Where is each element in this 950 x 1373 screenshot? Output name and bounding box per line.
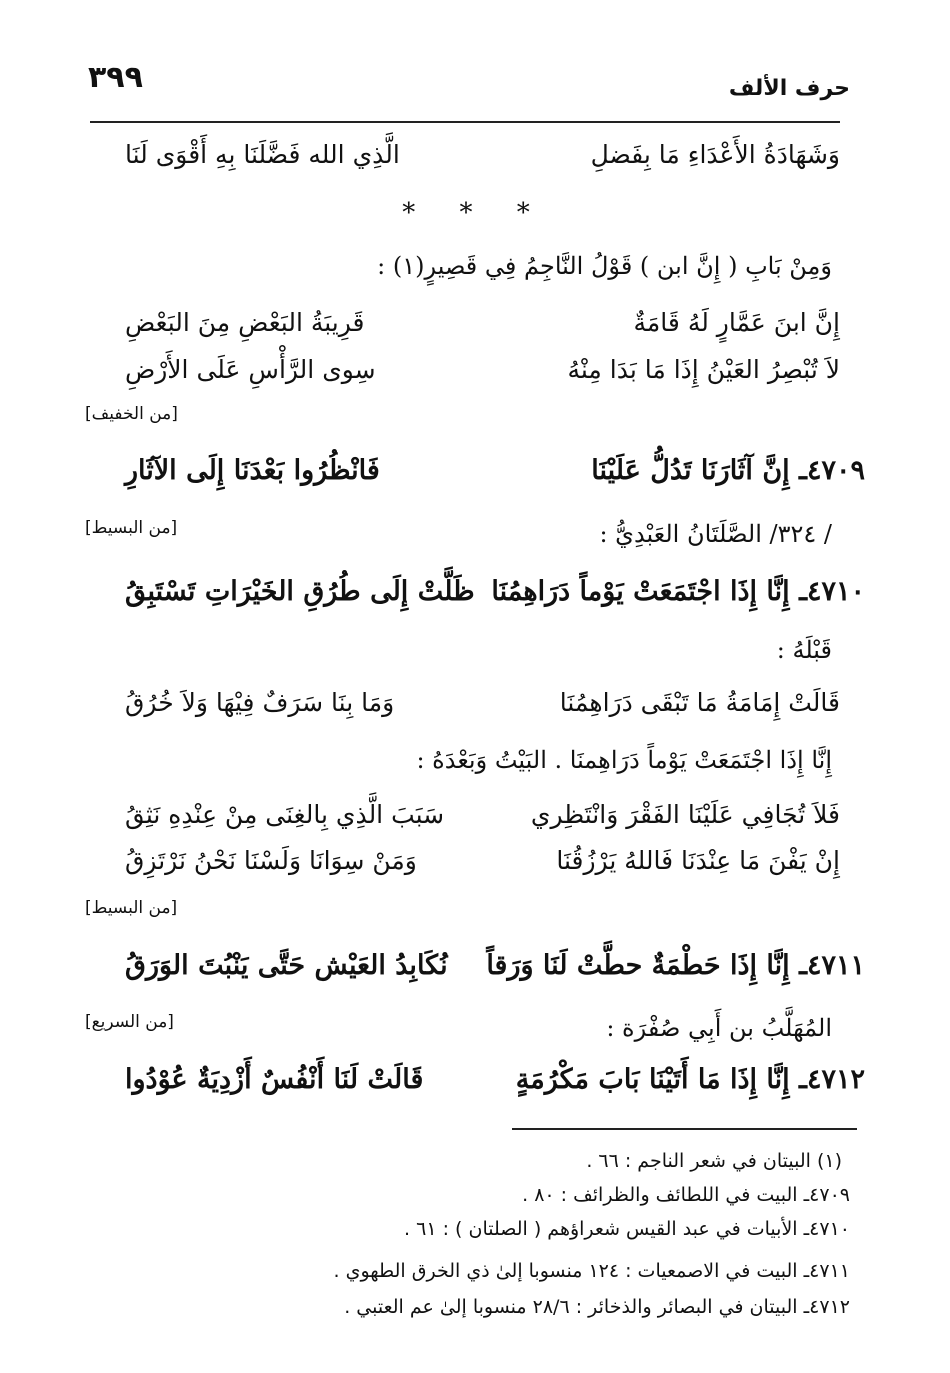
meter-label: [من السريع] bbox=[85, 1012, 174, 1032]
footnote: (١) البيتان في شعر الناجم : ٦٦ . bbox=[586, 1150, 842, 1172]
numbered-verse-left: ظَلَّتْ إِلَى طُرُقِ الخَيْرَاتِ تَسْتَبِقُ bbox=[125, 576, 475, 607]
footnote: ٤٧١٠ـ الأبيات في عبد القيس شعراؤهم ( الصلتان ) : ٦١ . bbox=[404, 1218, 850, 1240]
verse-hemistich-right: إِنَّ ابنَ عَمَّارٍ لَهُ قَامَةٌ bbox=[633, 308, 840, 337]
verse-hemistich-right: وَشَهَادَةُ الأَعْدَاءِ مَا بِفَضلِ bbox=[590, 140, 840, 169]
meter-label: [من البسيط] bbox=[85, 898, 178, 918]
page-number: ٣٩٩ bbox=[88, 60, 143, 95]
verse-hemistich-left: وَمَنْ سِوَانَا وَلَسْنَا نَحْنُ نَرْتَزِقُ bbox=[125, 846, 417, 875]
verse-hemistich-left: قَرِيبَةُ البَعْضِ مِنَ البَعْضِ bbox=[125, 308, 365, 337]
footnote-rule bbox=[512, 1128, 857, 1130]
numbered-verse-right: ٤٧١٠ـ إِنَّا إِذَا اجْتَمَعَتْ يَوْماً دَرَاهِمُنَا bbox=[491, 576, 865, 607]
section-separator: * * * bbox=[402, 198, 548, 228]
numbered-verse-left: قَالَتْ لَنَا أَنْفُسٌ أَزْدِيَةٌ عُوْدُوا bbox=[125, 1064, 424, 1095]
header-rule bbox=[90, 121, 840, 123]
verse-hemistich-right: لاَ تُبْصِرُ العَيْنُ إِذَا مَا بَدَا مِنْهُ bbox=[567, 355, 840, 384]
footnote: ٤٧١١ـ البيت في الاصمعيات : ١٢٤ منسوبا إلىٰ ذي الخرق الطهوي . bbox=[333, 1260, 850, 1282]
verse-hemistich-right: إِنْ يَفْنَ مَا عِنْدَنَا فَاللهُ يَرْزُقُنَا bbox=[556, 846, 840, 875]
intro-line: وَمِنْ بَابِ ( إِنَّ ابن ) قَوْلُ النَّاجِمُ فِي قَصِيرٍ(١) : bbox=[377, 252, 832, 280]
numbered-verse-right: ٤٧١٢ـ إِنَّا إِذَا مَا أَتَيْنَا بَابَ مَكْرُمَةٍ bbox=[515, 1064, 865, 1095]
verse-hemistich-left: الَّذِي الله فَضَّلَنَا بِهِ أَقْوَى لَنَا bbox=[125, 140, 400, 169]
meter-label: [من البسيط] bbox=[85, 518, 178, 538]
qablahu-label: قَبْلَهُ : bbox=[776, 636, 832, 664]
numbered-verse-left: نُكَابِدُ العَيْش حَتَّى يَنْبُتَ الوَرَقُ bbox=[125, 950, 448, 981]
chapter-title: حرف الألف bbox=[728, 76, 850, 101]
footnote: ٤٧١٢ـ البيتان في البصائر والذخائر : ٢٨/٦ منسوبا إلىٰ عم العتبي . bbox=[344, 1296, 850, 1318]
numbered-verse-right: ٤٧١١ـ إِنَّا إِذَا حَطْمَةٌ حطَّتْ لَنَا وَرَقاً bbox=[486, 950, 865, 981]
verse-hemistich-left: وَمَا بِنَا سَرَفٌ فِيْهَا وَلاَ خُرُقُ bbox=[125, 688, 395, 717]
verse-hemistich-left: سِوى الرَّأْسِ عَلَى الأَرْضِ bbox=[125, 355, 376, 384]
meter-label: [من الخفيف] bbox=[85, 404, 178, 424]
verse-hemistich-right: قَالَتْ إِمَامَةُ مَا تَبْقَى دَرَاهِمُنَا bbox=[559, 688, 840, 717]
attribution: المُهَلَّبُ بن أَبِي صُفْرَة : bbox=[606, 1014, 832, 1042]
footnote: ٤٧٠٩ـ البيت في اللطائف والظرائف : ٨٠ . bbox=[522, 1184, 850, 1206]
verse-hemistich-right: فَلاَ تُجَافِي عَلَيْنَا الفَقْرَ وَانْتَظِري bbox=[530, 800, 840, 829]
attribution: / ٣٢٤/ الصَّلَتَانُ العَبْدِيُّ : bbox=[599, 520, 832, 548]
intro-line: إِنَّا إِذَا اجْتَمَعَتْ يَوْماً دَرَاهِمنَا . البَيْتُ وَبَعْدَهُ : bbox=[416, 746, 832, 774]
verse-hemistich-left: سَبَبَ الَّذِي بِالغِنَى مِنْ عِنْدِهِ نَثِقُ bbox=[125, 800, 445, 829]
numbered-verse-right: ٤٧٠٩ـ إِنَّ آثَارَنَا تَدُلُّ عَلَيْنَا bbox=[591, 455, 865, 486]
numbered-verse-left: فَانْظُرُوا بَعْدَنَا إِلَى الآثَارِ bbox=[125, 455, 380, 486]
